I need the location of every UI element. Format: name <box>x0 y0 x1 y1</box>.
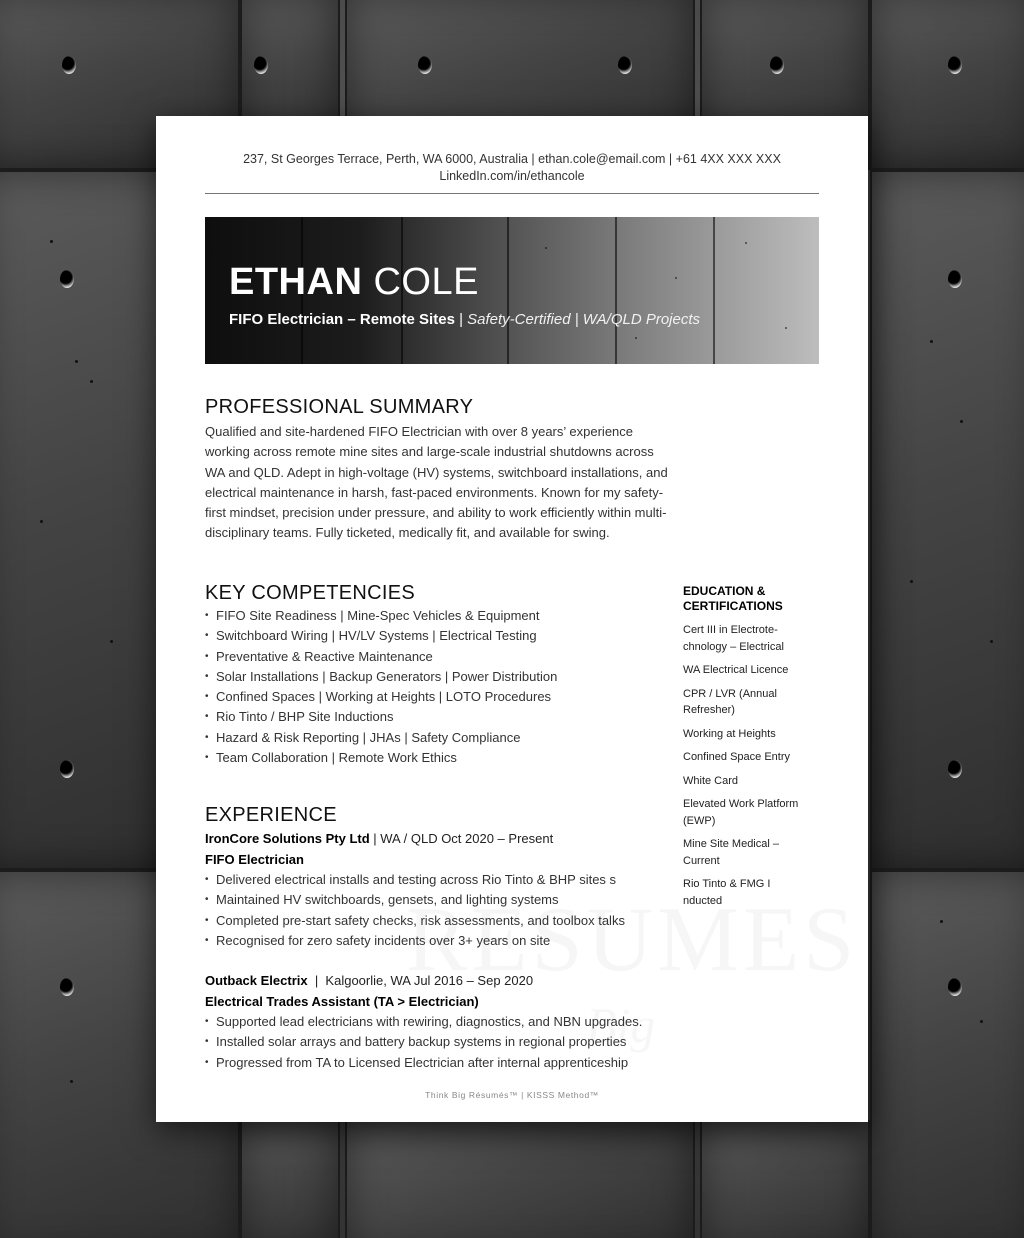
contact-block <box>156 151 868 185</box>
competencies-list <box>205 606 557 768</box>
tie-hole <box>948 978 962 996</box>
banner-speck <box>745 242 747 244</box>
wall-speck <box>910 580 913 583</box>
banner-speck <box>635 337 637 339</box>
first-name: ETHAN <box>229 261 363 303</box>
list-item: Confined Space Entry <box>683 751 791 763</box>
job-2-details: | Kalgoorlie, WA Jul 2016 – Sep 2020 <box>307 973 534 988</box>
tie-hole <box>60 270 74 288</box>
headline-separator: | <box>454 311 468 328</box>
tie-hole <box>62 56 76 74</box>
headline-credentials: Safety-Certified | WA/QLD Projects <box>467 311 701 328</box>
wall-panel <box>870 0 1024 170</box>
job-2-header <box>205 973 533 988</box>
wall-speck <box>960 420 963 423</box>
job-1-details: | WA / QLD Oct 2020 – Present <box>369 831 554 846</box>
list-item: • Confined Spaces | Working at Heights | LOTO Procedures <box>205 687 557 707</box>
contact-line-linkedin: LinkedIn.com/in/ethancole <box>439 169 585 183</box>
wall-speck <box>70 1080 73 1083</box>
wall-speck <box>50 240 53 243</box>
tie-hole <box>60 760 74 778</box>
list-item: • Solar Installations | Backup Generators | Power Distribution <box>205 667 557 687</box>
list-item: • FIFO Site Readiness | Mine-Spec Vehicles & Equipment <box>205 606 557 626</box>
list-item: • Switchboard Wiring | HV/LV Systems | Electrical Testing <box>205 626 557 646</box>
education-list <box>683 622 803 916</box>
headline <box>229 311 700 328</box>
tie-hole <box>60 978 74 996</box>
resume-page <box>156 116 868 1122</box>
summary-text: Qualified and site-hardened FIFO Electrician with over 8 years’ experience working across remote mine sites and large-scale industrial shutdowns across WA and QLD. Adept in high-voltage (HV) systems, switchboard installations, and electrical maintenance in harsh, fast-paced environments. Known for my safety-first mindset, precision under pressure, and ability to work efficiently within multi-disciplinary teams. Fully ticketed, medically fit, and available for swing. <box>205 424 668 541</box>
wall-speck <box>980 1020 983 1023</box>
experience-heading: EXPERIENCE <box>205 804 337 826</box>
tie-hole <box>948 760 962 778</box>
job-1-company: IronCore Solutions Pty Ltd <box>205 831 370 846</box>
list-item: • Hazard & Risk Reporting | JHAs | Safety Compliance <box>205 728 557 748</box>
list-item: • Preventative & Reactive Maintenance <box>205 647 557 667</box>
list-item: Cert III in Electrote-chnology – Electrical <box>683 624 784 653</box>
wall-speck <box>90 380 93 383</box>
list-item: • Recognised for zero safety incidents over 3+ years on site <box>205 931 625 951</box>
footer-credit: Think Big Résumés™ | KISSS Method™ <box>425 1090 599 1100</box>
list-item: • Completed pre-start safety checks, risk assessments, and toolbox talks <box>205 911 625 931</box>
banner-speck <box>675 277 677 279</box>
list-item: Mine Site Medical – Current <box>683 838 779 867</box>
header-divider <box>205 193 819 194</box>
wall-speck <box>930 340 933 343</box>
list-item: Working at Heights <box>683 727 776 740</box>
list-item: WA Electrical Licence <box>683 664 789 676</box>
wall-panel <box>240 1120 340 1238</box>
list-item: • Delivered electrical installs and testing across Rio Tinto & BHP sites s <box>205 870 625 890</box>
tie-hole <box>948 56 962 74</box>
banner-speck <box>545 247 547 249</box>
headline-role: FIFO Electrician – Remote Sites <box>229 311 455 328</box>
tie-hole <box>418 56 432 74</box>
job-2-company: Outback Electrix <box>205 973 308 988</box>
banner-panel-seam <box>713 217 715 364</box>
tie-hole <box>948 270 962 288</box>
wall-panel <box>870 170 1024 870</box>
list-item: CPR / LVR (Annual Refresher) <box>683 687 777 716</box>
list-item: • Installed solar arrays and battery backup systems in regional properties <box>205 1032 642 1052</box>
competencies-heading: KEY COMPETENCIES <box>205 582 416 604</box>
job-1-header <box>205 831 553 846</box>
list-item: • Progressed from TA to Licensed Electrician after internal apprenticeship <box>205 1053 642 1073</box>
tie-hole <box>618 56 632 74</box>
job-1-role: FIFO Electrician <box>205 852 304 867</box>
list-item: • Supported lead electricians with rewiring, diagnostics, and NBN upgrades. <box>205 1012 642 1032</box>
wall-speck <box>990 640 993 643</box>
banner-panel-seam <box>507 217 509 364</box>
candidate-name <box>229 261 479 304</box>
summary-heading: PROFESSIONAL SUMMARY <box>205 396 474 418</box>
job-2-role: Electrical Trades Assistant (TA > Electrician) <box>205 994 479 1009</box>
wall-panel <box>700 1120 870 1238</box>
list-item: • Rio Tinto / BHP Site Inductions <box>205 707 557 727</box>
contact-line-address: 237, St Georges Terrace, Perth, WA 6000, Australia | ethan.cole@email.com | +61 4XX XXX XXX <box>243 152 781 166</box>
wall-speck <box>40 520 43 523</box>
list-item: • Maintained HV switchboards, gensets, and lighting systems <box>205 890 625 910</box>
banner-panel-seam <box>615 217 617 364</box>
banner-speck <box>785 327 787 329</box>
wall-panel <box>870 870 1024 1238</box>
wall-speck <box>940 920 943 923</box>
list-item: White Card <box>683 774 739 787</box>
education-heading: EDUCATION & CERTIFICATIONS <box>683 584 783 613</box>
tie-hole <box>254 56 268 74</box>
list-item: Elevated Work Platform (EWP) <box>683 798 799 827</box>
wall-speck <box>75 360 78 363</box>
tie-hole <box>770 56 784 74</box>
list-item: Rio Tinto & FMG I nducted <box>683 878 771 907</box>
job-1-bullets <box>205 870 625 951</box>
last-name: COLE <box>373 261 479 303</box>
name-banner <box>205 217 819 364</box>
job-2-bullets <box>205 1012 642 1073</box>
wall-panel <box>345 1120 695 1238</box>
wall-speck <box>110 640 113 643</box>
list-item: • Team Collaboration | Remote Work Ethics <box>205 748 557 768</box>
